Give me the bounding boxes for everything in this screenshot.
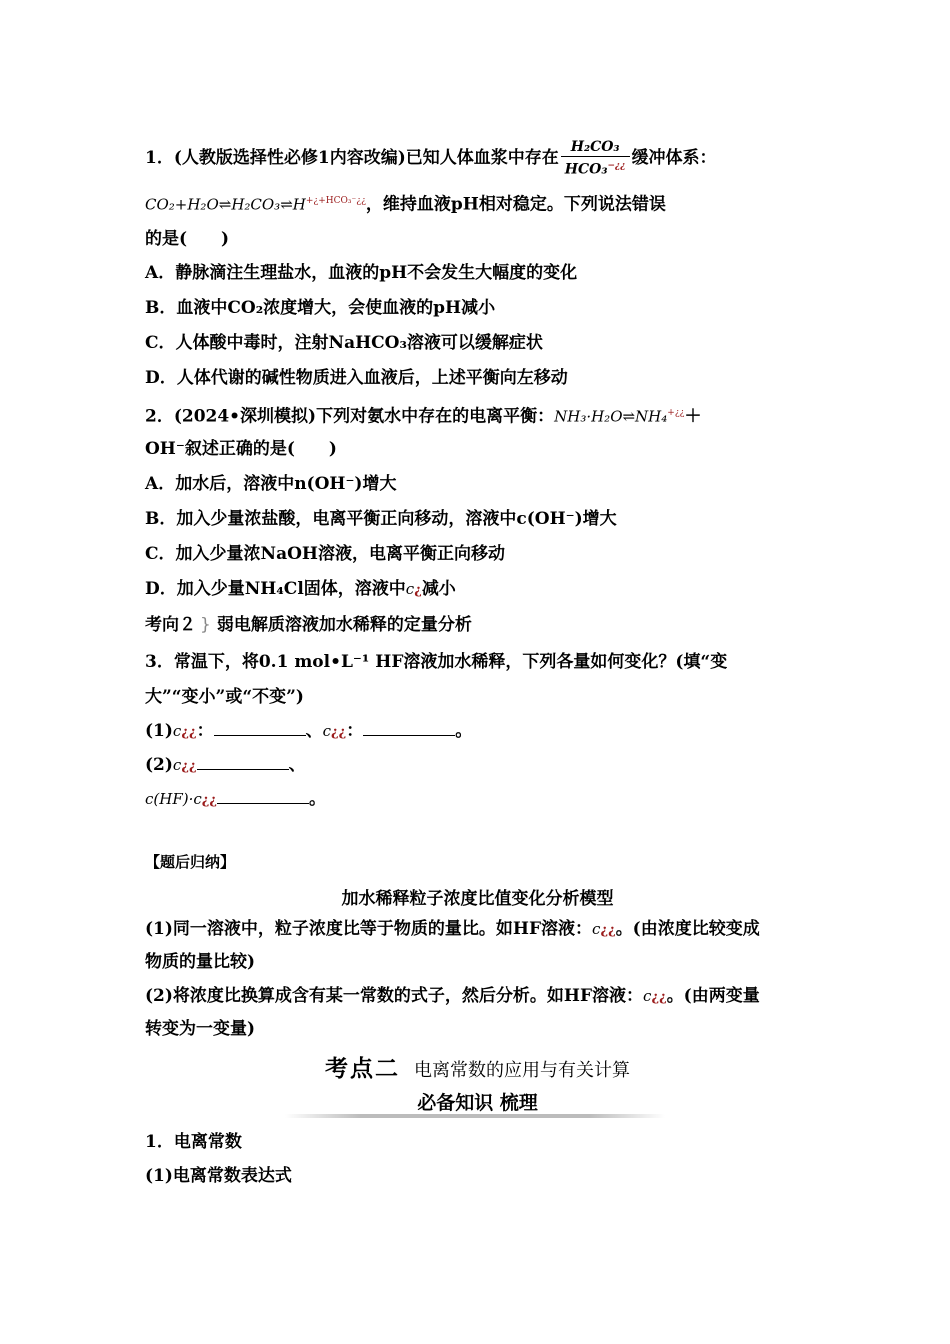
q3-p1-c2: c: [322, 722, 331, 740]
q3-p2-blank-1[interactable]: [197, 755, 289, 770]
q2-option-b: B．加入少量浓盐酸，电离平衡正向移动，溶液中c(OH⁻)增大: [145, 509, 617, 529]
q1-frac-denominator: HCO₃: [564, 161, 608, 178]
q1-buffer-text: 缓冲体系：: [631, 147, 717, 168]
summary-p2-a: (2)将浓度比换算成含有某一常数的式子，然后分析。如HF溶液：: [145, 986, 644, 1006]
q1-option-c: C．人体酸中毒时，注射NaHCO₃溶液可以缓解症状: [145, 333, 543, 353]
q3-p2-expr: c(HF)·c: [145, 790, 202, 808]
q2-option-d: [145, 578, 810, 602]
q2-plus: ＋: [684, 406, 702, 427]
section-direction-2: [145, 614, 810, 636]
q1-line1: [145, 138, 810, 179]
q2-d-post: 减小: [421, 579, 456, 599]
q3-p1-colon2: ：: [346, 721, 364, 741]
summary-title: 加水稀释粒子浓度比值变化分析模型: [341, 889, 614, 909]
q2-option-a: A．加水后，溶液中n(OH⁻)增大: [145, 474, 397, 494]
kaodian-subtitle: 电离常数的应用与有关计算: [414, 1060, 630, 1081]
summary-label: 【题后归纳】: [145, 853, 236, 871]
q3-p2-garb2: ¿¿: [201, 793, 217, 808]
q3-line1: 3．常温下，将0.1 mol•L⁻¹ HF溶液加水稀释，下列各量如何变化？(填“变: [145, 652, 728, 672]
kaodian-heading: [145, 1050, 810, 1083]
q1-frac-den-sup: −¿¿: [607, 161, 626, 171]
summary-p1-b: 。(由浓度比较变成: [615, 919, 760, 939]
summary-p2-garb: ¿¿: [651, 990, 667, 1005]
summary-p1-garb: ¿¿: [600, 923, 616, 938]
q3-p1-sep: 、: [305, 721, 323, 741]
q2-equation: NH₃·H₂O⇌NH₄: [554, 407, 668, 426]
q3-p2-blank-2[interactable]: [217, 789, 309, 804]
summary-p1-a: (1)同一溶液中，粒子浓度比等于物质的量比。如HF溶液：: [145, 919, 593, 939]
q1-equation-tail: ，维持血液pH相对稳定。下列说法错误: [365, 194, 666, 215]
q1-fraction: [561, 138, 630, 179]
q3-p2-label: (2): [145, 755, 173, 775]
q3-p1-blank-1[interactable]: [214, 721, 306, 736]
q3-p2-end: 。: [309, 789, 326, 809]
q3-p1-garb2: ¿¿: [330, 725, 347, 740]
knowledge-bar-title: 必备知识 梳理: [417, 1092, 538, 1114]
q1-line3: 的是( ): [145, 229, 230, 249]
section-tag-brace: }: [200, 615, 211, 635]
q1-frac-numerator: H₂CO₃: [561, 138, 630, 157]
summary-p2-c: c: [643, 987, 652, 1005]
q3-p2-sep: 、: [288, 755, 306, 775]
q3-p2-c: c: [172, 756, 182, 774]
knowledge-bar-divider: [285, 1114, 665, 1118]
summary-p2: [145, 985, 810, 1009]
q3-p2-garb: ¿¿: [181, 759, 197, 774]
q1-line2: [145, 190, 810, 216]
q1-intro: 1．(人教版选择性必修1内容改编)已知人体血浆中存在: [145, 147, 559, 168]
summary-p1-line2: 物质的量比较): [145, 952, 256, 972]
summary-p2-b: 。(由两变量: [666, 986, 760, 1006]
q3-p1-colon: ：: [196, 721, 214, 741]
q1-option-d: D．人体代谢的碱性物质进入血液后，上述平衡向左移动: [145, 368, 568, 388]
section1-heading: 1．电离常数: [145, 1132, 242, 1152]
q2-option-c: C．加入少量浓NaOH溶液，电离平衡正向移动: [145, 544, 505, 564]
section-title: 弱电解质溶液加水稀释的定量分析: [216, 615, 472, 635]
knowledge-bar: [145, 1088, 810, 1115]
kaodian-title: 考点二: [325, 1056, 400, 1082]
section1-subheading: (1)电离常数表达式: [145, 1166, 292, 1186]
q3-p1-garb: ¿¿: [181, 725, 197, 740]
q1-option-a: A．静脉滴注生理盐水，血液的pH不会发生大幅度的变化: [145, 263, 578, 283]
q2-line2: OH⁻叙述正确的是( ): [145, 439, 337, 459]
q2-d-garb: ¿: [414, 583, 422, 598]
summary-p2-line2: 转变为一变量): [145, 1019, 256, 1039]
q1-equation-sup: +¿+HCO₃⁻¿¿: [305, 196, 366, 206]
q3-line2: 大”“变小”或“不变”): [145, 687, 304, 707]
q2-intro: 2．(2024•深圳模拟)下列对氨水中存在的电离平衡：: [145, 406, 555, 427]
q3-part1: [145, 720, 810, 744]
q1-equation: CO₂+H₂O⇌H₂CO₃⇌H: [145, 195, 306, 214]
q2-line1: [145, 402, 810, 428]
q3-p1-label: (1): [145, 721, 173, 741]
q1-option-b: B．血液中CO₂浓度增大，会使血液的pH减小: [145, 298, 496, 318]
q2-equation-sup: +¿¿: [667, 408, 685, 418]
section-tag: 考向２: [145, 615, 196, 635]
q3-part2-line2: [145, 788, 810, 812]
q2-d-c: c: [405, 580, 415, 598]
q3-part2: [145, 754, 810, 778]
summary-p1-c: c: [592, 920, 601, 938]
q3-p1-c: c: [172, 722, 182, 740]
q3-p1-end: 。: [455, 721, 473, 741]
q3-p1-blank-2[interactable]: [363, 721, 455, 736]
q2-d-pre: D．加入少量NH₄Cl固体，溶液中: [145, 579, 406, 599]
summary-p1: [145, 918, 810, 942]
